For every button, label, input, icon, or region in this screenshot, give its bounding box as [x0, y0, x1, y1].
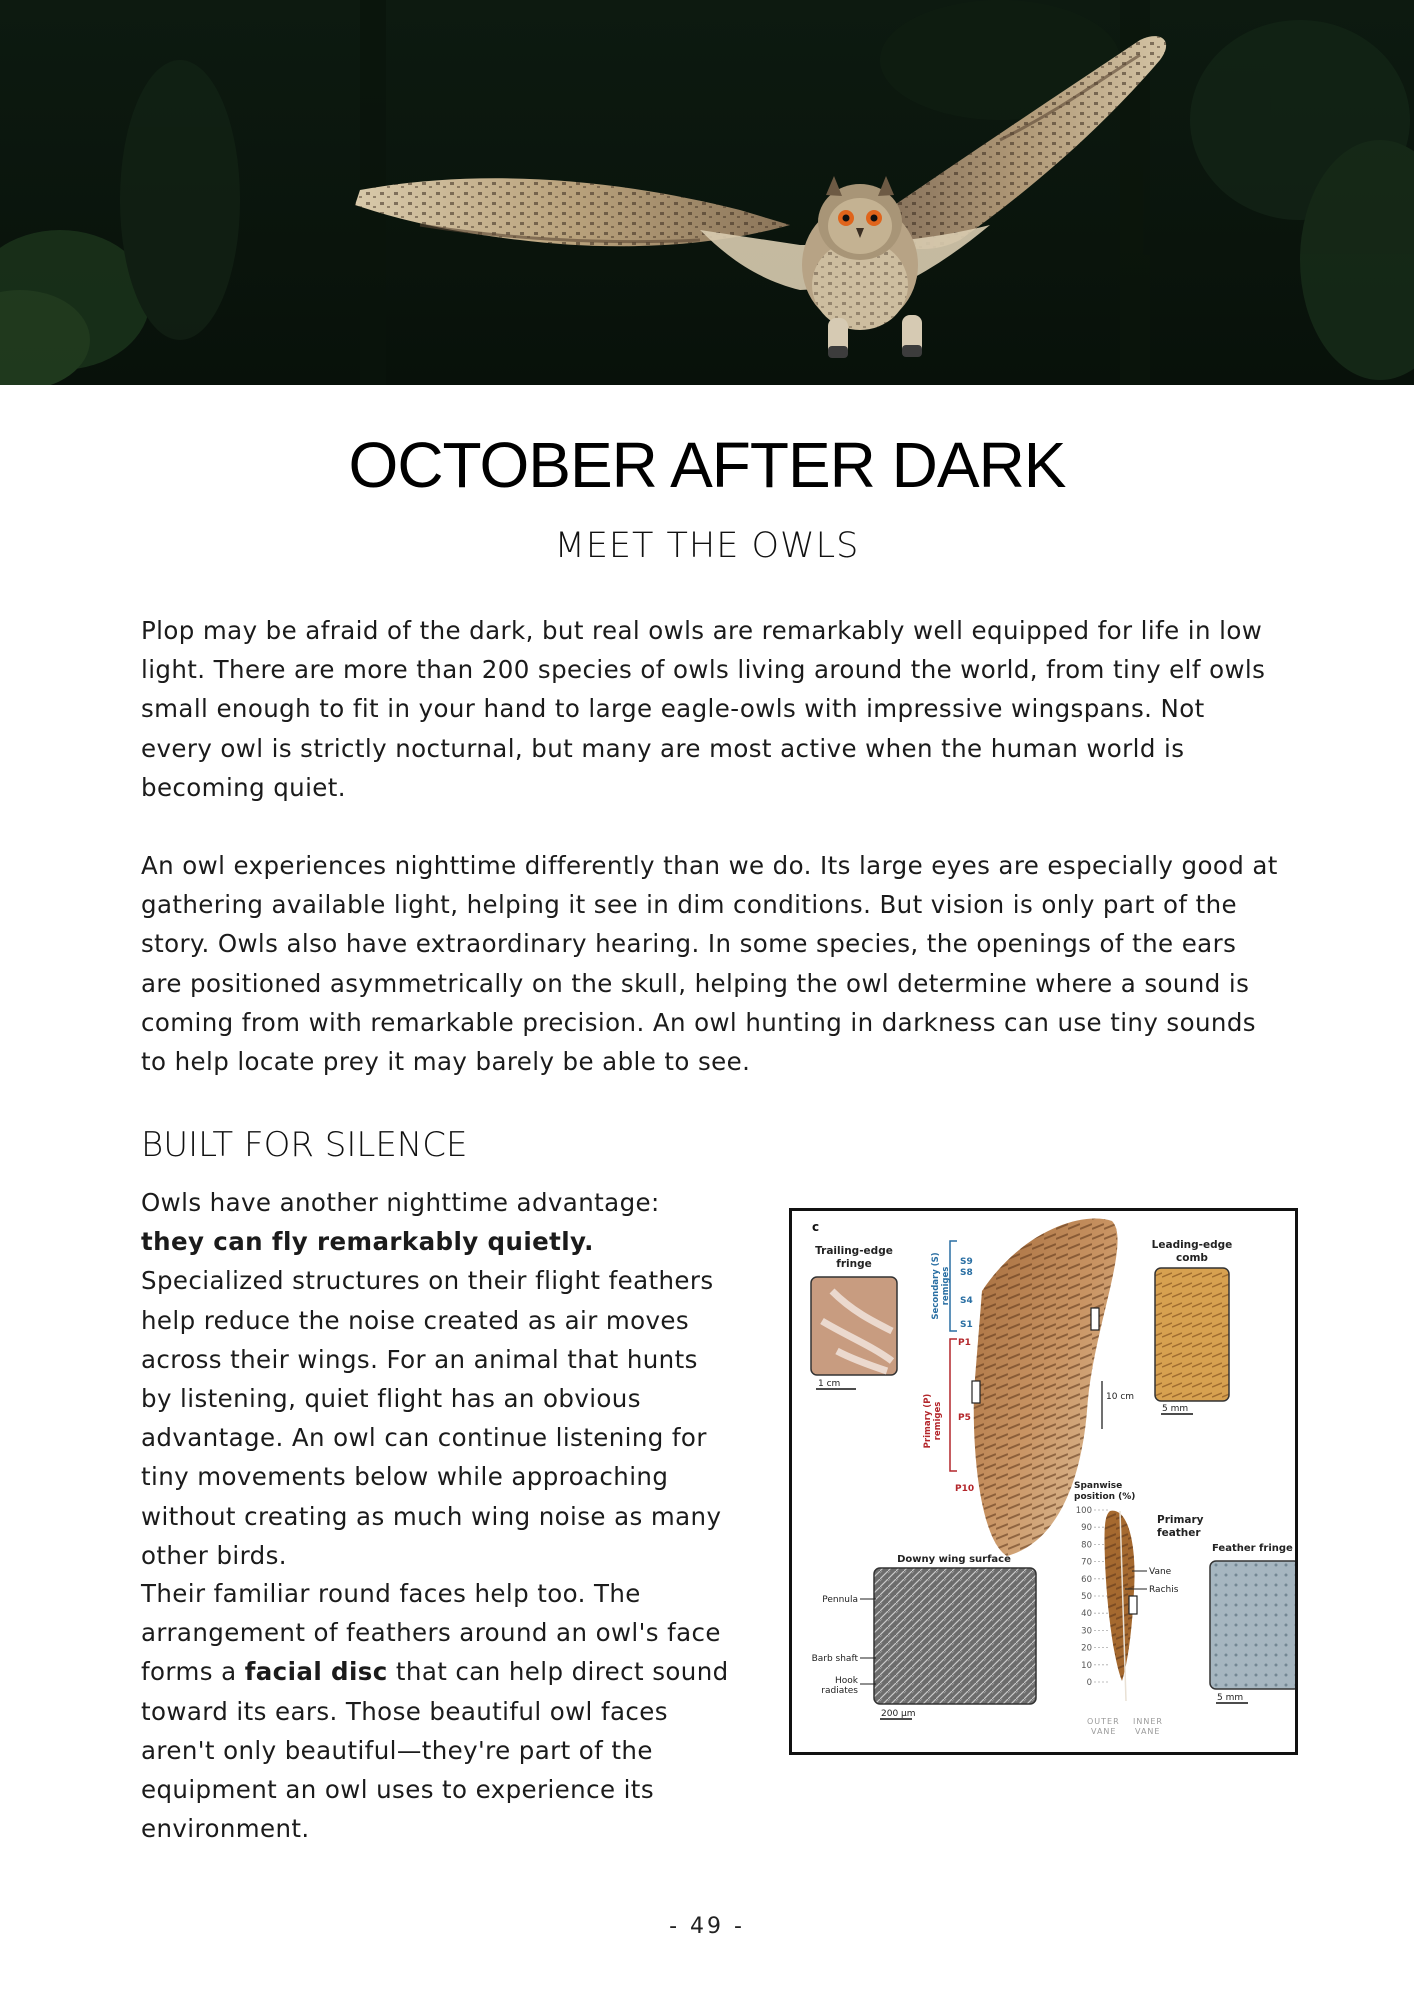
barb-shaft-label: Barb shaft: [811, 1654, 858, 1664]
secondary-remiges-line1: Secondary (S): [931, 1252, 941, 1320]
pennula-label: Pennula: [822, 1595, 858, 1605]
feather-diagram-figure: [789, 1208, 1298, 1755]
hook-label-line1: Hook: [835, 1676, 858, 1686]
scale-10cm-label: 10 cm: [1106, 1392, 1135, 1402]
p3-bold-text: they can fly remarkably quietly.: [141, 1227, 594, 1257]
spanwise-tick-0: 0: [1086, 1678, 1092, 1688]
spanwise-tick-100: 100: [1075, 1506, 1092, 1516]
spanwise-tick-20: 20: [1081, 1643, 1092, 1654]
spanwise-label-line2: position (%): [1074, 1492, 1136, 1502]
spanwise-tick-30: 30: [1081, 1626, 1092, 1637]
label-p10: P10: [955, 1484, 975, 1494]
downy-surface-label: Downy wing surface: [897, 1554, 1011, 1565]
outer-vane-line2: VANE: [1091, 1727, 1117, 1736]
p4-text-after: that can help direct sound toward its ears. Those beautiful owl faces aren't only beautiful—they're part of the equipment an owl uses to experience its environment.: [141, 1657, 729, 1844]
spanwise-label-line1: Spanwise: [1074, 1481, 1123, 1491]
trailing-edge-label-line1: Trailing-edge: [815, 1245, 893, 1257]
leading-edge-label-line2: comb: [1176, 1252, 1208, 1264]
downy-wing-surface-inset: [874, 1568, 1036, 1704]
hero-owl-photo: [0, 0, 1414, 385]
spanwise-tick-10: 10: [1081, 1660, 1092, 1671]
intro-paragraph-2: An owl experiences nighttime differently than we do. Its large eyes are especially good at gathering available light, helping it see in dim conditions. But vision is only part of the story. Owls also have extraordinary hearing. In some species, the openings of the ears are positioned asymmetrically on the skull, helping the owl determine where a sound is coming from with remarkable precision. An owl hunting in darkness can use tiny sounds to help locate prey it may barely be able to see.: [141, 851, 1278, 1077]
primary-remiges-line1: Primary (P): [923, 1393, 933, 1449]
hook-label-line2: radiates: [821, 1686, 858, 1696]
primary-feather-label-line1: Primary: [1157, 1514, 1204, 1526]
label-s9: S9: [960, 1257, 973, 1267]
feather-diagram: [792, 1211, 1295, 1752]
primary-remiges-line2: remiges: [933, 1401, 943, 1441]
label-s4: S4: [960, 1296, 973, 1306]
label-p1: P1: [958, 1338, 971, 1348]
leading-edge-label-line1: Leading-edge: [1151, 1239, 1233, 1251]
vane-label: Vane: [1149, 1567, 1172, 1577]
scale-1cm-label: 1 cm: [818, 1379, 841, 1389]
facial-disc-paragraph: [141, 1574, 731, 1848]
spanwise-tick-50: 50: [1081, 1592, 1092, 1602]
feather-fringe-inset: [1210, 1561, 1295, 1689]
page-title: OCTOBER AFTER DARK: [348, 429, 1066, 501]
spanwise-tick-90: 90: [1081, 1523, 1092, 1534]
feather-fringe-label: Feather fringe: [1212, 1543, 1293, 1554]
intro-paragraph-1: Plop may be afraid of the dark, but real owls are remarkably well equipped for life in low light. There are more than 200 species of owls living around the world, from tiny elf owls small enough to fit in your hand to large eagle-owls with impressive wingspans. Not every owl is strictly nocturnal, but many are most active when the human world is becoming quiet.: [141, 616, 1266, 802]
scale-5mm-label-b: 5 mm: [1217, 1693, 1244, 1703]
spanwise-tick-40: 40: [1081, 1609, 1092, 1620]
p4-text-before: Their familiar round faces help too. The arrangement of feathers around an owl's face forms a: [141, 1579, 721, 1687]
label-s8: S8: [960, 1268, 973, 1278]
inner-vane-line1: INNER: [1133, 1717, 1163, 1726]
section-heading: BUILT FOR SILENCE: [141, 1125, 468, 1165]
scale-200um-label: 200 μm: [881, 1709, 916, 1719]
inner-vane-line2: VANE: [1135, 1727, 1161, 1736]
rachis-label: Rachis: [1149, 1585, 1179, 1595]
trailing-edge-label-line2: fringe: [836, 1258, 872, 1270]
spanwise-tick-80: 80: [1081, 1540, 1092, 1551]
page-number: - 49 -: [669, 1914, 745, 1939]
silent-flight-paragraph: [141, 1183, 731, 1575]
label-p5: P5: [958, 1413, 971, 1423]
secondary-remiges-line2: remiges: [941, 1266, 951, 1306]
spanwise-tick-70: 70: [1081, 1557, 1092, 1568]
panel-letter: c: [812, 1220, 820, 1234]
owl-in-flight-image: [0, 0, 1414, 385]
primary-feather-label-line2: feather: [1157, 1527, 1201, 1539]
outer-vane-line1: OUTER: [1087, 1717, 1120, 1726]
scale-5mm-label-a: 5 mm: [1162, 1404, 1189, 1414]
p3-text-before: Owls have another nighttime advantage:: [141, 1188, 660, 1217]
spanwise-tick-60: 60: [1081, 1574, 1092, 1585]
leading-edge-comb-inset: [1155, 1268, 1229, 1401]
p3-text-after: Specialized structures on their flight feathers help reduce the noise created as air moves across their wings. For an animal that hunts by listening, quiet flight has an obvious advantage. An owl can continue listening for tiny movements below while approaching without creating as much wing noise as many other birds.: [141, 1266, 722, 1570]
p4-bold-text: facial disc: [244, 1657, 388, 1687]
page-subtitle: MEET THE OWLS: [554, 526, 860, 566]
label-s1: S1: [960, 1320, 973, 1330]
